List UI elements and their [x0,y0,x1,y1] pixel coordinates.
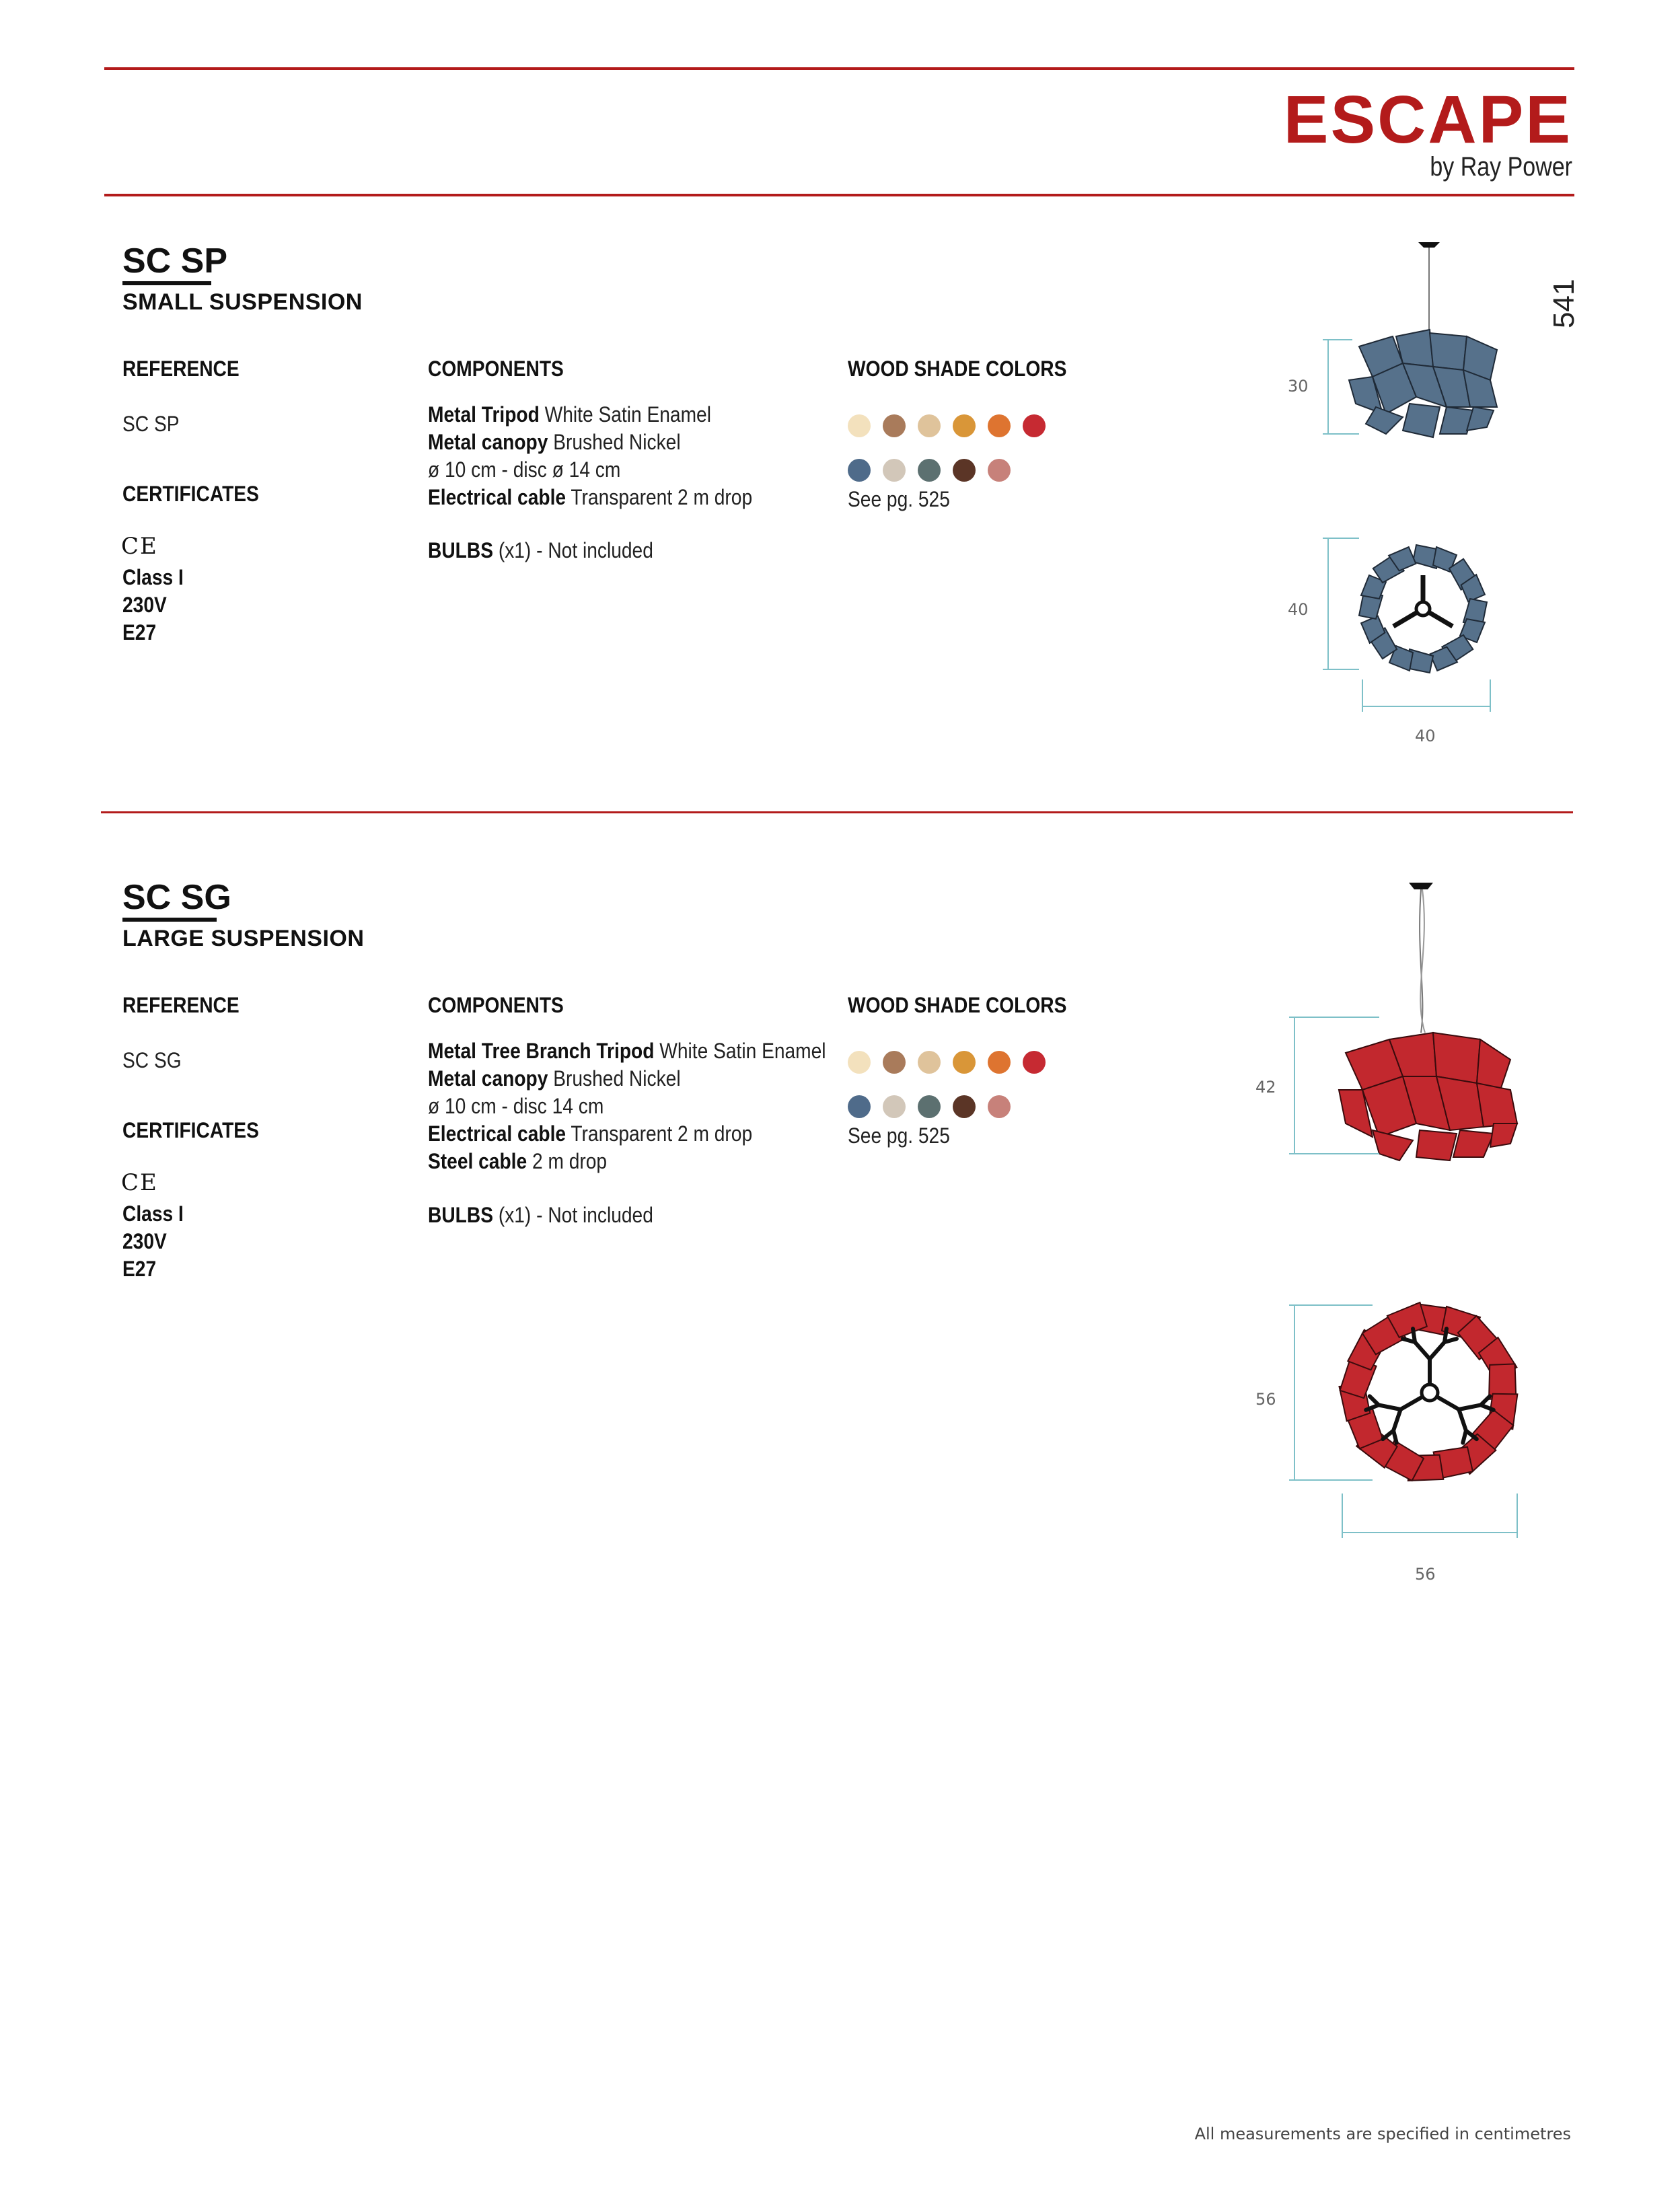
large-lamp-side-view [1278,875,1534,1164]
component-line [428,1120,826,1148]
component-name: Metal Tripod [428,402,540,427]
color-swatch [883,414,906,437]
component-value: ø 10 cm - disc 14 cm [428,1094,604,1118]
bulbs-label: BULBS [428,538,493,562]
color-swatch [1023,414,1046,437]
bulbs-line [428,538,653,563]
shade-small-side [1349,330,1497,437]
color-swatch [953,459,976,482]
product-code: SC SG [122,878,231,917]
certificate-voltage: 230V [122,593,167,617]
colors-reference: See pg. 525 [848,1123,950,1148]
bulbs-value: (x1) - Not included [492,538,653,562]
top-rule [104,67,1574,70]
color-swatch [988,1051,1011,1074]
colors-reference: See pg. 525 [848,487,950,511]
small-lamp-side-view [1265,235,1521,444]
component-value: ø 10 cm - disc ø 14 cm [428,457,621,482]
color-swatch [988,459,1011,482]
certificate-socket: E27 [122,1257,157,1281]
component-line [428,456,752,484]
ce-mark: CE [121,533,158,560]
dimension-height-label: 42 [1255,1078,1276,1097]
color-swatch [953,1051,976,1074]
color-swatch [918,459,941,482]
component-line [428,1093,826,1120]
component-value: Brushed Nickel [548,1066,681,1091]
color-swatch [988,1095,1011,1118]
bulbs-label: BULBS [428,1203,493,1227]
certificate-class: Class I [122,565,184,589]
component-value: White Satin Enamel [654,1039,826,1063]
footer-note: All measurements are specified in centimetres [1194,2125,1571,2143]
large-lamp-top-view [1278,1292,1534,1547]
certificate-class: Class I [122,1202,184,1226]
components-header: COMPONENTS [428,993,564,1017]
component-line [428,1037,826,1065]
header-rule [104,194,1574,196]
component-value: White Satin Enamel [539,402,711,427]
color-swatch [953,1095,976,1118]
reference-header: REFERENCE [122,993,240,1017]
certificate-list [122,1200,184,1283]
color-swatch [883,459,906,482]
color-swatch [918,414,941,437]
section-divider [101,811,1573,813]
shade-large-side [1339,1033,1517,1160]
code-underline [122,918,217,922]
dimension-depth-label: 56 [1255,1390,1276,1409]
page-number: 541 [1547,279,1580,328]
component-value: Transparent 2 m drop [566,1121,753,1146]
colors-header: WOOD SHADE COLORS [848,993,1067,1017]
color-swatch [883,1095,906,1118]
product-subtitle: SMALL SUSPENSION [122,289,363,315]
color-swatch [883,1051,906,1074]
components-list [428,1037,826,1175]
tripod-small [1393,575,1453,626]
color-swatch [848,414,871,437]
small-lamp-top-view [1319,531,1494,720]
dimension-height-label: 30 [1288,377,1309,396]
certificates-header: CERTIFICATES [122,482,259,506]
bulbs-value: (x1) - Not included [492,1203,653,1227]
component-line [428,401,752,429]
reference-header: REFERENCE [122,357,240,381]
component-line [428,484,752,511]
color-swatch [918,1095,941,1118]
ce-mark: CE [121,1169,158,1196]
certificate-socket: E27 [122,620,157,644]
component-name: Steel cable [428,1149,527,1173]
color-swatch [953,414,976,437]
components-header: COMPONENTS [428,357,564,381]
dimension-width-label: 40 [1415,727,1436,745]
component-line [428,1065,826,1093]
component-value: Brushed Nickel [548,430,681,454]
component-name: Metal canopy [428,1066,548,1091]
certificates-header: CERTIFICATES [122,1118,259,1142]
color-swatch [918,1051,941,1074]
component-name: Electrical cable [428,1121,567,1146]
brand-title: ESCAPE [1283,82,1572,157]
reference-value: SC SP [122,412,180,436]
color-swatch [848,1095,871,1118]
certificate-list [122,564,184,647]
component-line [428,1148,826,1175]
dimension-depth-label: 40 [1288,600,1309,619]
component-name: Metal Tree Branch Tripod [428,1039,655,1063]
bulbs-line [428,1203,653,1228]
canopy-icon [1418,242,1440,248]
product-code: SC SP [122,242,228,281]
color-swatch [1023,1051,1046,1074]
code-underline [122,281,211,285]
reference-value: SC SG [122,1048,182,1072]
component-line [428,429,752,456]
color-swatch [848,1051,871,1074]
component-value: 2 m drop [527,1149,608,1173]
certificate-voltage: 230V [122,1229,167,1253]
designer-name: by Ray Power [1430,152,1572,182]
component-value: Transparent 2 m drop [566,485,753,509]
color-swatch [848,459,871,482]
colors-header: WOOD SHADE COLORS [848,357,1067,381]
product-subtitle: LARGE SUSPENSION [122,926,365,951]
components-list [428,401,752,511]
dimension-width-label: 56 [1415,1565,1436,1584]
canopy-icon [1409,883,1433,889]
component-name: Metal canopy [428,430,548,454]
color-swatch [988,414,1011,437]
component-name: Electrical cable [428,485,567,509]
